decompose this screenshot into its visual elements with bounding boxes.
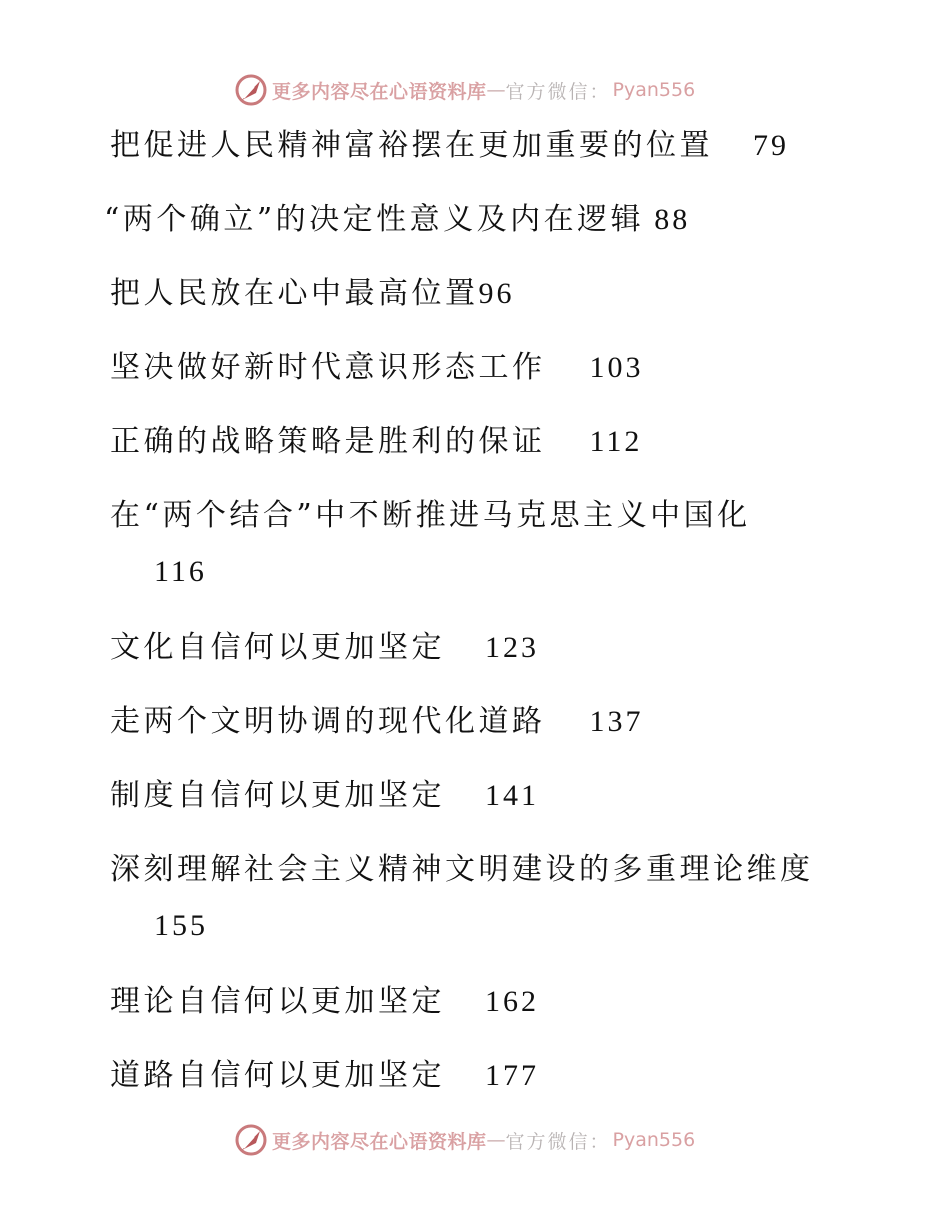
toc-entry-page: 137 bbox=[589, 705, 644, 738]
watermark-separator: — bbox=[486, 1129, 506, 1151]
toc-entry bbox=[110, 704, 870, 740]
watermark-wechat-id: Pyan556 bbox=[612, 1129, 696, 1151]
toc-entry bbox=[110, 498, 870, 588]
watermark-main-text: 更多内容尽在心语资料库 bbox=[272, 80, 487, 103]
toc-entry bbox=[110, 778, 870, 814]
toc-entry-page: 162 bbox=[485, 985, 539, 1018]
toc-entry bbox=[110, 350, 870, 386]
watermark-main-text: 更多内容尽在心语资料库 bbox=[272, 1130, 487, 1153]
footer-watermark bbox=[234, 1122, 695, 1158]
toc-entry bbox=[110, 1058, 870, 1094]
toc-entry-page: 116 bbox=[154, 555, 207, 588]
toc-entry bbox=[104, 202, 864, 238]
watermark-sub-text: 官方微信： bbox=[505, 80, 611, 103]
watermark-sub-text: 官方微信： bbox=[505, 1130, 611, 1153]
toc-entry-title: 在“两个结合”中不断推进马克思主义中国化 bbox=[110, 498, 751, 533]
header-watermark bbox=[234, 72, 695, 108]
toc-entry-title: 正确的战略策略是胜利的保证 bbox=[110, 424, 546, 459]
toc-entry bbox=[110, 984, 870, 1020]
toc-entry bbox=[110, 852, 870, 942]
toc-entry bbox=[110, 128, 870, 164]
toc-entry-page: 177 bbox=[485, 1059, 539, 1092]
toc-entry-title: 理论自信何以更加坚定 bbox=[110, 984, 445, 1019]
toc-entry-page: 88 bbox=[654, 203, 691, 236]
toc-entry-title: 把促进人民精神富裕摆在更加重要的位置 bbox=[110, 128, 713, 163]
toc-entry-title: 把人民放在心中最高位置 bbox=[110, 276, 479, 311]
watermark-separator: — bbox=[486, 79, 506, 101]
toc-entry-title: 坚决做好新时代意识形态工作 bbox=[110, 350, 546, 385]
toc-entry-title: 文化自信何以更加坚定 bbox=[110, 630, 445, 665]
quill-circle-logo-icon bbox=[234, 73, 268, 107]
toc-entry-page: 141 bbox=[485, 779, 539, 812]
toc-entry-title: 道路自信何以更加坚定 bbox=[110, 1058, 445, 1093]
toc-entry bbox=[110, 276, 870, 312]
toc-entry bbox=[110, 424, 870, 460]
toc-entry-page: 96 bbox=[478, 277, 515, 310]
toc-entry-title: 走两个文明协调的现代化道路 bbox=[110, 704, 546, 739]
toc-entry-title: 深刻理解社会主义精神文明建设的多重理论维度 bbox=[110, 852, 814, 887]
toc-entry-page: 103 bbox=[589, 351, 644, 384]
toc-entry-title: 制度自信何以更加坚定 bbox=[110, 778, 445, 813]
toc-entry-page: 112 bbox=[589, 425, 643, 458]
toc-entry bbox=[110, 630, 870, 666]
toc-entry-page: 155 bbox=[154, 909, 208, 942]
quill-circle-logo-icon bbox=[234, 1123, 268, 1157]
toc-entry-title: “两个确立”的决定性意义及内在逻辑 bbox=[104, 202, 645, 237]
toc-entry-page: 123 bbox=[485, 631, 539, 664]
watermark-wechat-id: Pyan556 bbox=[612, 79, 696, 101]
toc-entry-page: 79 bbox=[753, 129, 789, 162]
